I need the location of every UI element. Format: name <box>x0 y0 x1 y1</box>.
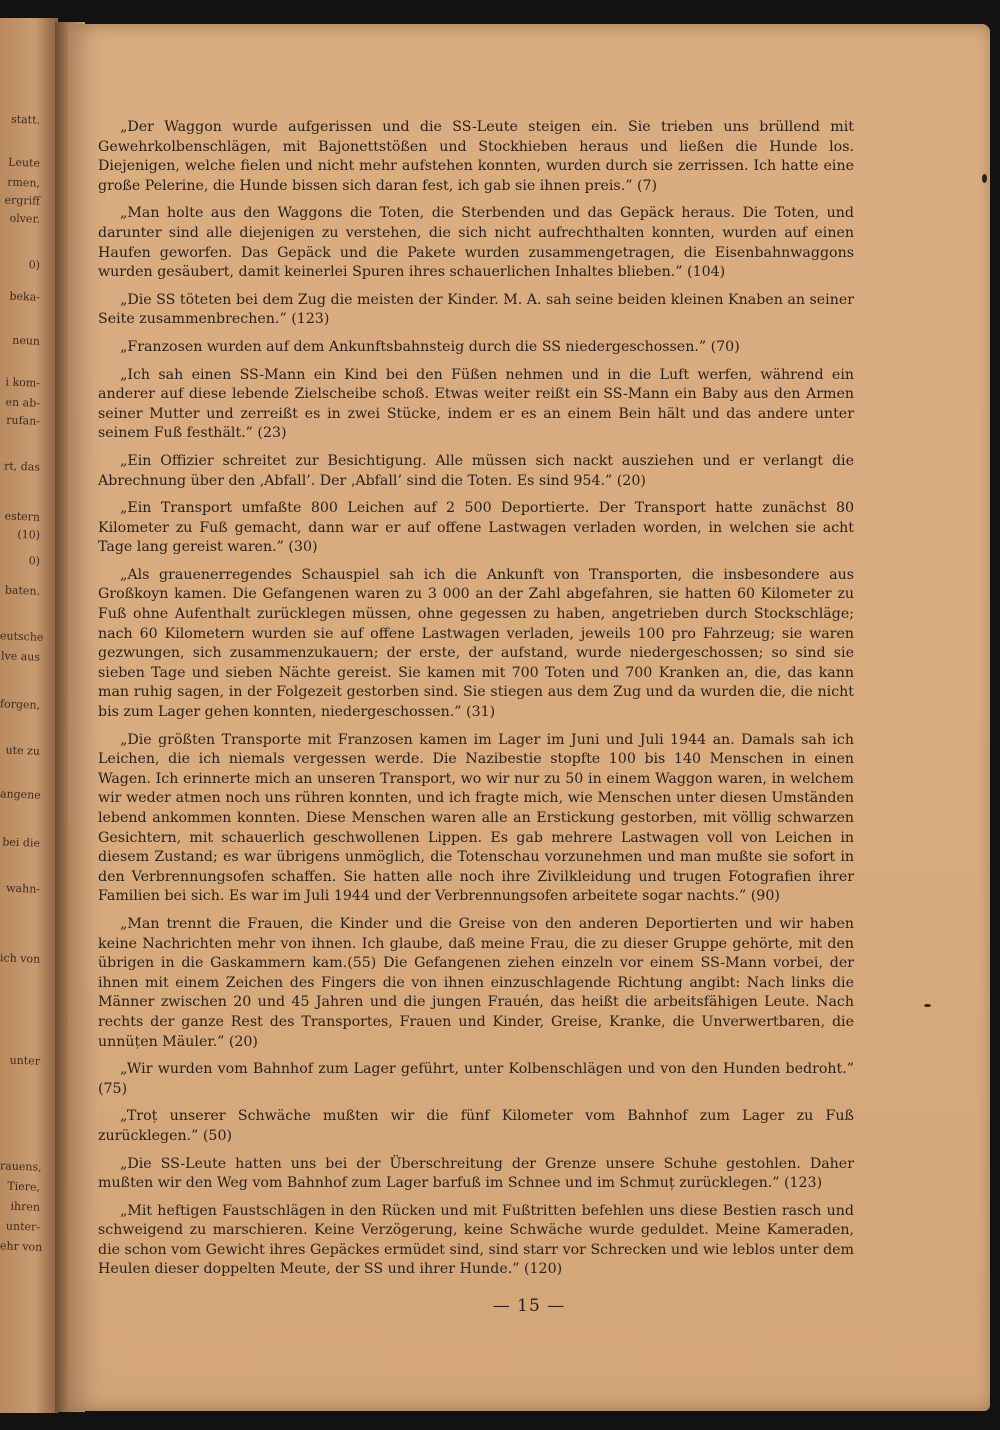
left-page-fragment: ehr von <box>0 1239 43 1254</box>
quote-paragraph: „Man holte aus den Waggons die Toten, die Sterbenden und das Gepäck heraus. Die Toten, und darunter sind alle diejenigen zu verstehen, die sich nicht aufrechthalten konnten, wurden auf einen Haufen geworfen. Das Gepäck und die Pakete wurden zusammengetragen, die Eisenbahnwaggons wurden gesäubert, damit keinerlei Spuren ihres schauerlichen Inhaltes blieben.” (104) <box>98 205 854 281</box>
ink-speck <box>982 174 987 183</box>
left-page-fragment: wahn- <box>5 881 41 896</box>
left-page-fragment: neun <box>12 333 41 348</box>
left-page-fragment: beka- <box>9 289 41 304</box>
ink-speck <box>924 1004 931 1007</box>
left-page-fragment: 0) <box>28 258 41 272</box>
quote-paragraph: „Man trennt die Frauen, die Kinder und die Greise von den anderen Deportierten und wir haben keine Nachrichten mehr von ihnen. Ich glaube, daß meine Frau, die zu dieser Gruppe gehörte, mit den übrigen in die Gaskammern kam.(55) Die Gefangenen ziehen einzeln vor einem SS-Mann vorbei, der ihnen mit einem Zeichen des Fingers die von ihnen einzuschlagende Richtung angibt: Nach links die Männer zwischen 20 und 45 Jahren und die jungen Frauén, das heißt die arbeitsfähigen Leute. Nach rechts der ganze Rest des Transportes, Frauen und Kinder, Greise, Kranke, die Unverwertbaren, die unnüțen Mäuler.” (20) <box>98 915 854 1050</box>
quote-paragraph: „Die SS-Leute hatten uns bei der Überschreitung der Grenze unsere Schuhe gestohlen. Daher mußten wir den Weg vom Bahnhof zum Lager barfuß im Schnee und im Schmuț zurücklegen.” (123) <box>98 1155 854 1192</box>
quote-paragraph: „Mit heftigen Faustschlägen in den Rücken und mit Fußtritten befehlen uns diese Bestien rasch und schweigend zu marschieren. Keine Verzögerung, keine Schwäche wurde geduldet. Meine Kameraden, die schon vom Gewicht ihres Gepäckes ermüdet sind, sind starr vor Schrecken und wie leblos unter dem Heulen dieser doppelten Meute, der SS und ihrer Hunde.” (120) <box>98 1202 854 1278</box>
page-number: — 15 — <box>492 1296 566 1316</box>
left-page-fragment: en ab- <box>5 395 41 410</box>
left-page-fragment: i kom- <box>5 375 41 390</box>
left-page-fragment: bei die <box>2 835 41 850</box>
left-page-fragment: statt. <box>10 112 41 127</box>
left-page-fragment: Leute <box>7 155 41 170</box>
quote-paragraph: „Wir wurden vom Bahnhof zum Lager geführt, unter Kolbenschlägen und von den Hunden bedroht.” (75) <box>98 1061 854 1097</box>
left-page-fragment: ergriff <box>4 193 41 208</box>
left-page-fragment: rauens, <box>0 1159 42 1174</box>
left-page-fragment: eutsche <box>0 629 44 644</box>
left-page-fragment: ihren <box>10 1199 41 1214</box>
quote-paragraph: „Als grauenerregendes Schauspiel sah ich die Ankunft von Transporten, die insbesondere aus Großkoyn kamen. Die Gefangenen waren zu 3 000 an der Zahl abgefahren, sie hatten 60 Kilometer zu Fuß ohne Aufenthalt zurücklegen müssen, ohne gegessen zu haben, angetrieben durch Stockschläge; nach 60 Kilometern wurden sie auf offene Lastwagen verladen, jeweils 100 pro Fahrzeug; sie waren gezwungen, sich zusammenzukauern; der erste, der aufstand, wurde niedergeschossen; so sind sie sieben Tage und sieben Nächte gereist. Sie kamen mit 700 Toten und 700 Kranken an, die, das kann man ruhig sagen, in der Folgezeit gestorben sind. Sie stiegen aus dem Zug und da wurden die, die nicht bis zum Lager gehen konnten, niedergeschossen.” (31) <box>98 566 854 721</box>
left-page-fragment: rt, das <box>3 459 41 474</box>
quote-paragraph: „Franzosen wurden auf dem Ankunftsbahnsteig durch die SS niedergeschossen.” (70) <box>120 338 740 355</box>
left-page-fragment: unter- <box>5 1219 41 1234</box>
book-page <box>68 24 990 1411</box>
left-page-fragment: (10) <box>17 527 41 542</box>
left-page-fragment: angene <box>0 787 42 802</box>
quote-paragraph: „Die größten Transporte mit Franzosen kamen im Lager im Juni und Juli 1944 an. Damals sah ich Leichen, die ich niemals vergessen werde. Die Nazibestie stopfte 100 bis 140 Menschen in einen Wagen. Ich erinnerte mich an unseren Transport, wo wir nur zu 50 in einem Waggon waren, in welchem wir weder atmen noch uns rühren konnten, und ich fragte mich, wie Menschen unter diesen Umständen lebend ankommen konnten. Diese Menschen waren alle an Erstickung gestorben, mit völlig schwarzen Gesichtern, mit schauerlich geschwollenen Lippen. Es gab mehrere Lastwagen voll von Leichen in diesem Zustand; es war übrigens unmöglich, die Totenschau vorzunehmen und man mußte sie sofort in den Verbrennungsofen schaffen. Sie hatten alle noch ihre Zivilkleidung und trugen Fotografien ihrer Familien bei sich. Es war im Juli 1944 und der Verbrennungsofen arbeitete sogar nachts.” (90) <box>98 731 854 905</box>
left-page-fragment: lve aus <box>0 649 41 664</box>
left-page-fragment: ich von <box>0 951 41 966</box>
quote-paragraph: „Troț unserer Schwäche mußten wir die fünf Kilometer vom Bahnhof zum Lager zu Fuß zurücklegen.” (50) <box>98 1108 854 1144</box>
left-page-fragment: olver. <box>9 211 41 226</box>
left-page-fragment: unter <box>9 1053 41 1068</box>
page-body <box>98 118 854 1288</box>
left-page-fragment: baten. <box>4 583 41 598</box>
quote-paragraph: „Die SS töteten bei dem Zug die meisten der Kinder. M. A. sah seine beiden kleinen Knaben an seiner Seite zusammenbrechen.” (123) <box>98 291 855 328</box>
left-page-fragment: Tiere, <box>7 1179 41 1194</box>
quote-paragraph: „Der Waggon wurde aufgerissen und die SS-Leute steigen ein. Sie trieben uns brüllend mit Gewehrkolbenschlägen, mit Bajonettstößen und Stockhieben heraus und ließen die Hunde los. Diejenigen, welche fielen und nicht mehr aufstehen konnten, wurden durch sie zerrissen. Ich hatte eine große Pelerine, die Hunde bissen sich daran fest, ich gab sie ihnen preis.” (7) <box>98 119 854 194</box>
left-page-edge <box>0 18 58 1413</box>
left-page-fragment: rufan- <box>6 413 41 428</box>
left-page-fragment: forgen, <box>0 697 41 712</box>
left-page-fragment: ute zu <box>5 743 41 758</box>
quote-paragraph: „Ein Offizier schreitet zur Besichtigung. Alle müssen sich nackt ausziehen und er verlangt die Abrechnung über den ‚Abfall’. Der ‚Abfall’ sind die Toten. Es sind 954.” (20) <box>98 452 854 489</box>
quote-paragraph: „Ich sah einen SS-Mann ein Kind bei den Füßen nehmen und in die Luft werfen, während ein anderer auf diese lebende Zielscheibe schoß. Etwas weiter reißt ein SS-Mann ein Baby aus den Armen seiner Mutter und zerreißt es in zwei Stücke, indem er es an einem Bein hält und das andere unter seinem Fuß festhält.” (23) <box>98 366 854 442</box>
left-page-fragment: 0) <box>28 554 41 568</box>
left-page-fragment: estern <box>4 509 41 524</box>
quote-paragraph: „Ein Transport umfaßte 800 Leichen auf 2 500 Deportierte. Der Transport hatte zunächst 80 Kilometer zu Fuß gemacht, dann war er auf offene Lastwagen verladen worden, in welchen sie acht Tage lang gereist waren.” (30) <box>98 500 854 556</box>
left-page-fragment: rmen, <box>6 175 41 190</box>
